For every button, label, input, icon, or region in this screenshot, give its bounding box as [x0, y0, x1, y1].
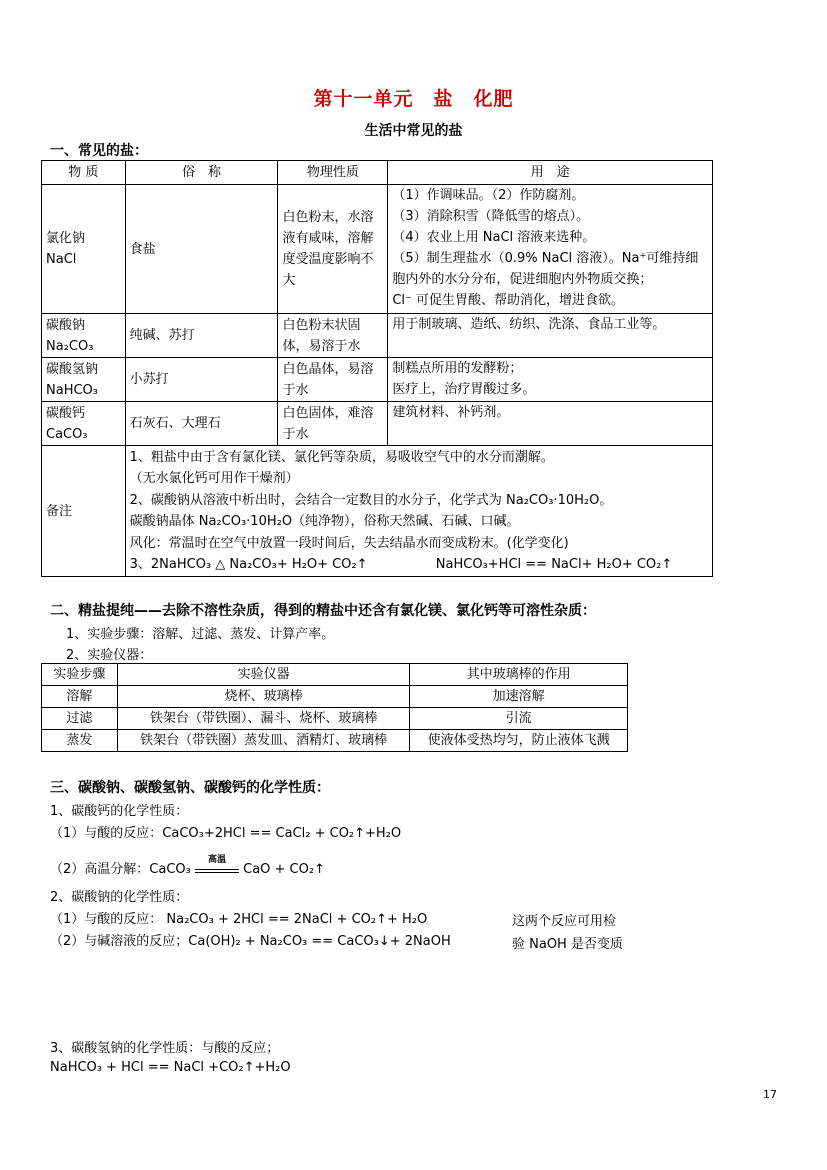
- physical-cell: 白色粉末状固体，易溶于水: [278, 314, 388, 358]
- function-cell: 使液体受热均匀，防止液体飞溅: [410, 730, 628, 752]
- table-row: [42, 730, 628, 752]
- table-row: [42, 708, 628, 730]
- note-line: 风化：常温时在空气中放置一段时间后，失去结晶水而变成粉末。(化学变化): [129, 535, 569, 551]
- function-cell: 加速溶解: [410, 686, 628, 708]
- condition-label: 高温: [207, 855, 226, 865]
- table-row: [42, 314, 713, 358]
- instruments-cell: 铁架台（带铁圈）、漏斗、烧杯、玻璃棒: [117, 708, 409, 730]
- caco3-properties-title: 1、碳酸钙的化学性质：: [50, 804, 189, 819]
- table-header-row: [42, 664, 628, 686]
- na2co3-acid-reaction: （1）与酸的反应： Na₂CO₃ + 2HCl == 2NaCl + CO₂↑+ H₂O: [50, 912, 428, 927]
- common-name-cell: 小苏打: [125, 358, 278, 402]
- page-number: 17: [763, 1088, 777, 1101]
- double-bar: [195, 869, 239, 873]
- table-row: [42, 686, 628, 708]
- header-instruments: 实验仪器: [117, 664, 409, 686]
- substance-formula: Na₂CO₃: [46, 338, 94, 354]
- common-name-cell: 石灰石、大理石: [125, 402, 278, 446]
- section3-heading: 三、碳酸钠、碳酸氢钠、碳酸钙的化学性质：: [50, 780, 330, 796]
- header-step: 实验步骤: [42, 664, 118, 686]
- substance-formula: NaCl: [46, 252, 77, 267]
- salts-table: [41, 160, 713, 577]
- use-line: （3）消除积雪（降低雪的熔点）。: [392, 209, 590, 224]
- step-cell: 蒸发: [42, 730, 118, 752]
- substance-name: 碳酸钙: [46, 405, 86, 421]
- section2-heading: 二、精盐提纯——去除不溶性杂质，得到的精盐中还含有氯化镁、氯化钙等可溶性杂质：: [50, 603, 596, 619]
- use-line: 医疗上，治疗胃酸过多。: [392, 382, 536, 397]
- instruments-cell: 烧杯、玻璃棒: [117, 686, 409, 708]
- use-line: 制糕点所用的发酵粉；: [392, 361, 523, 376]
- header-physical: 物理性质: [278, 161, 388, 185]
- physical-cell: 白色粉末，水溶液有咸味，溶解度受温度影响不大: [278, 185, 388, 314]
- table-row: [42, 402, 713, 446]
- page-subtitle: 生活中常见的盐: [364, 123, 463, 139]
- uses-cell: [388, 185, 713, 314]
- nahco3-properties-title: 3、碳酸氢钠的化学性质：与酸的反应；: [50, 1041, 280, 1056]
- note-line: 1、粗盐中由于含有氯化镁、氯化钙等杂质，易吸收空气中的水分而潮解。: [129, 449, 554, 465]
- page-title: 第十一单元 盐 化肥: [313, 88, 514, 110]
- table-row: [42, 446, 713, 577]
- caco3-decomposition: [50, 855, 325, 877]
- step-cell: 过滤: [42, 708, 118, 730]
- substance-formula: CaCO₃: [46, 426, 88, 442]
- common-name-cell: 纯碱、苏打: [125, 314, 278, 358]
- note-line: 碳酸钠晶体 Na₂CO₃·10H₂O（纯净物），俗称天然碱、石碱、口碱。: [129, 514, 520, 529]
- side-note-line2: 验 NaOH 是否变质: [512, 937, 623, 952]
- function-cell: 引流: [410, 708, 628, 730]
- uses-cell: 建筑材料、补钙剂。: [388, 402, 713, 446]
- side-note-line1: 这两个反应可用检: [512, 914, 617, 929]
- substance-cell: [42, 314, 126, 358]
- notes-cell: [125, 446, 712, 577]
- header-substance: 物 质: [42, 161, 126, 185]
- purification-table: [41, 663, 628, 752]
- use-line: Cl⁻ 可促生胃酸、帮助消化，增进食欲。: [392, 293, 625, 308]
- substance-cell: [42, 358, 126, 402]
- substance-name: 碳酸钠: [46, 317, 86, 333]
- substance-cell: [42, 402, 126, 446]
- instruments-cell: 铁架台（带铁圈）蒸发皿、酒精灯、玻璃棒: [117, 730, 409, 752]
- use-line: （4）农业上用 NaCl 溶液来选种。: [392, 230, 596, 245]
- nahco3-acid-reaction: NaHCO₃ + HCl == NaCl +CO₂↑+H₂O: [50, 1060, 291, 1075]
- equation-acid-reaction: NaHCO₃+HCl == NaCl+ H₂O+ CO₂↑: [435, 557, 673, 572]
- physical-cell: 白色固体，难溶于水: [278, 402, 388, 446]
- header-common-name: 俗 称: [125, 161, 278, 185]
- experiment-steps: 1、实验步骤：溶解、过滤、蒸发、计算产率。: [66, 627, 335, 642]
- use-line: （5）制生理盐水（0.9% NaCl 溶液）。Na⁺可维持细胞内外的水分分布，促进细胞内外物质交换；: [392, 251, 699, 287]
- experiment-instruments-label: 2、实验仪器：: [66, 648, 153, 663]
- use-line: （1）作调味品。（2）作防腐剂。: [392, 188, 585, 203]
- na2co3-properties-title: 2、碳酸钠的化学性质：: [50, 890, 189, 905]
- note-line: [130, 554, 708, 576]
- na2co3-base-reaction: （2）与碱溶液的反应；Ca(OH)₂ + Na₂CO₃ == CaCO₃↓+ 2NaOH: [50, 934, 451, 949]
- table-row: [42, 358, 713, 402]
- table-header-row: [42, 161, 713, 185]
- header-uses: 用 途: [388, 161, 713, 185]
- note-line: （无水氯化钙可用作干燥剂）: [129, 471, 299, 486]
- section1-heading: 一、常见的盐：: [50, 143, 148, 159]
- note-line: 2、碳酸钠从溶液中析出时，会结合一定数目的水分子，化学式为 Na₂CO₃·10H₂O。: [129, 492, 613, 508]
- caco3-acid-reaction: （1）与酸的反应：CaCO₃+2HCl == CaCl₂ + CO₂↑+H₂O: [50, 826, 402, 841]
- step-cell: 溶解: [42, 686, 118, 708]
- equation-decomposition: 3、2NaHCO₃ △ Na₂CO₃+ H₂O+ CO₂↑: [129, 557, 368, 572]
- notes-label: 备注: [42, 446, 126, 577]
- substance-formula: NaHCO₃: [46, 382, 98, 398]
- decomposition-left: （2）高温分解：CaCO₃: [50, 862, 191, 877]
- header-rod-function: 其中玻璃棒的作用: [410, 664, 628, 686]
- substance-name: 氯化钠: [46, 231, 86, 246]
- substance-cell: [42, 185, 126, 314]
- substance-name: 碳酸氢钠: [46, 361, 99, 377]
- uses-cell: 用于制玻璃、造纸、纺织、洗涤、食品工业等。: [388, 314, 713, 358]
- physical-cell: 白色晶体，易溶于水: [278, 358, 388, 402]
- common-name-cell: 食盐: [125, 185, 278, 314]
- reaction-condition: [195, 855, 239, 873]
- uses-cell: [388, 358, 713, 402]
- decomposition-right: CaO + CO₂↑: [243, 862, 325, 877]
- table-row: [42, 185, 713, 314]
